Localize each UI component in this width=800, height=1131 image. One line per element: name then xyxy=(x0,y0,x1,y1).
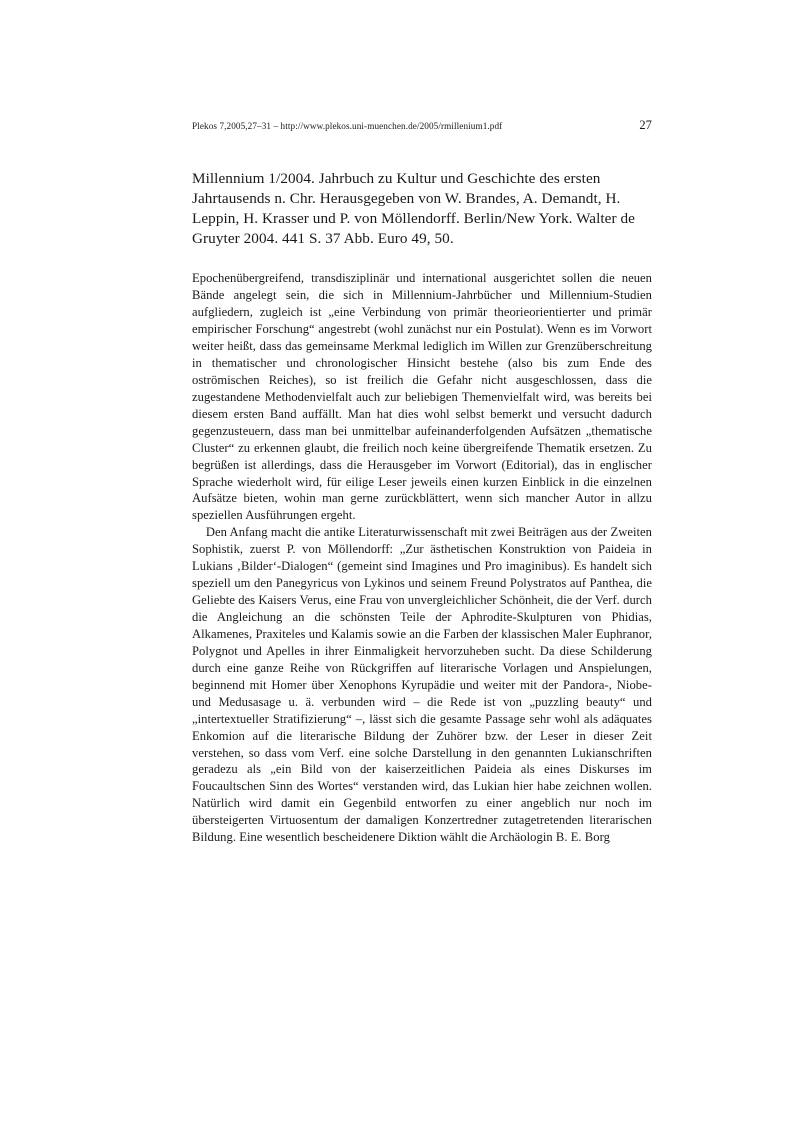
page-content xyxy=(192,118,652,846)
running-head-source: Plekos 7,2005,27–31 – http://www.plekos.uni-muenchen.de/2005/rmillenium1.pdf xyxy=(192,121,503,131)
body-paragraph: Epochenübergreifend, transdisziplinär und international ausgerichtet sollen die neuen Bände angelegt sein, die sich in Millennium-Jahrbücher und Millennium-Studien aufgliedern, zugleich ist „eine Verbindung von primär theorieorientierter und primär empirischer Forschung“ angestrebt (wohl zunächst nur ein Postulat). Wenn es im Vorwort weiter heißt, dass das gemeinsame Merkmal lediglich im Willen zur Grenzüberschreitung in thematischer und chronologischer Hinsicht bestehe (also bis zum Ende des oströmischen Reiches), so ist freilich die Gefahr nicht ausgeschlossen, dass die zugestandene Methodenvielfalt auch zur beliebigen Themenvielfalt wird, was bereits bei diesem ersten Band auffällt. Man hat dies wohl selbst bemerkt und versucht dadurch gegenzusteuern, dass man bei unmittelbar aufeinanderfolgenden Aufsätzen „thematische Cluster“ zu erkennen glaubt, die freilich noch keine übergreifende Thematik ersetzen. Zu begrüßen ist allerdings, dass die Herausgeber im Vorwort (Editorial), das in englischer Sprache wiederholt wird, für eilige Leser jeweils einen kurzen Einblick in die einzelnen Aufsätze bieten, wohin man gerne zurückblättert, wenn sich mancher Autor in allzu speziellen Ausführungen ergeht. xyxy=(192,271,652,523)
page-title: Millennium 1/2004. Jahrbuch zu Kultur und Geschichte des ersten Jahrtausends n. Chr. Herausgegeben von W. Brandes, A. Demandt, H. Leppin, H. Krasser und P. von Möllendorff. Berlin/New York. Walter de Gruyter 2004. 441 S. 37 Abb. Euro 49, 50. xyxy=(192,170,635,248)
page-number: 27 xyxy=(639,118,652,132)
running-head xyxy=(192,118,652,133)
body-paragraph: Den Anfang macht die antike Literaturwissenschaft mit zwei Beiträgen aus der Zweiten Sophistik, zuerst P. von Möllendorff: „Zur ästhetischen Konstruktion von Paideia in Lukians ‚Bilder‘-Dialogen“ (gemeint sind Imagines und Pro imaginibus). Es handelt sich speziell um den Panegyricus von Lykinos und seinem Freund Polystratos auf Panthea, die Geliebte des Kaisers Verus, eine Frau von unvergleichlicher Schönheit, die der Verf. durch die Angleichung an die schönsten Teile der Aphrodite-Skulpturen von Phidias, Alkamenes, Praxiteles und Kalamis sowie an die Farben der klassischen Maler Euphranor, Polygnot und Apelles in ihrer Einmaligkeit hervorzuheben sucht. Da diese Schilderung durch eine ganze Reihe von Rückgriffen auf literarische Vorlagen und Anspielungen, beginnend mit Homer über Xenophons Kyrupädie und weiter mit der Pandora-, Niobe- und Medusasage u. ä. verbunden wird – die Rede ist von „puzzling beauty“ und „intertextueller Stratifizierung“ –, lässt sich die gesamte Passage sehr wohl als adäquates Enkomion auf die literarische Bildung der Zuhörer bzw. der Leser in dieser Zeit verstehen, so dass vom Verf. eine solche Darstellung in den genannten Lukianschriften geradezu als „ein Bild von der kaiserzeitlichen Paideia als eines Diskurses im Foucaultschen Sinn des Wortes“ verstanden wird, das Lukian hier habe zeichnen wollen. Natürlich wird damit ein Gegenbild entworfen zu einer angeblich nur noch im übersteigerten Virtuosentum der damaligen Konzertredner zutagetretenden literarischen Bildung. Eine wesentlich bescheidenere Diktion wählt die Archäologin B. E. Borg xyxy=(192,525,652,845)
